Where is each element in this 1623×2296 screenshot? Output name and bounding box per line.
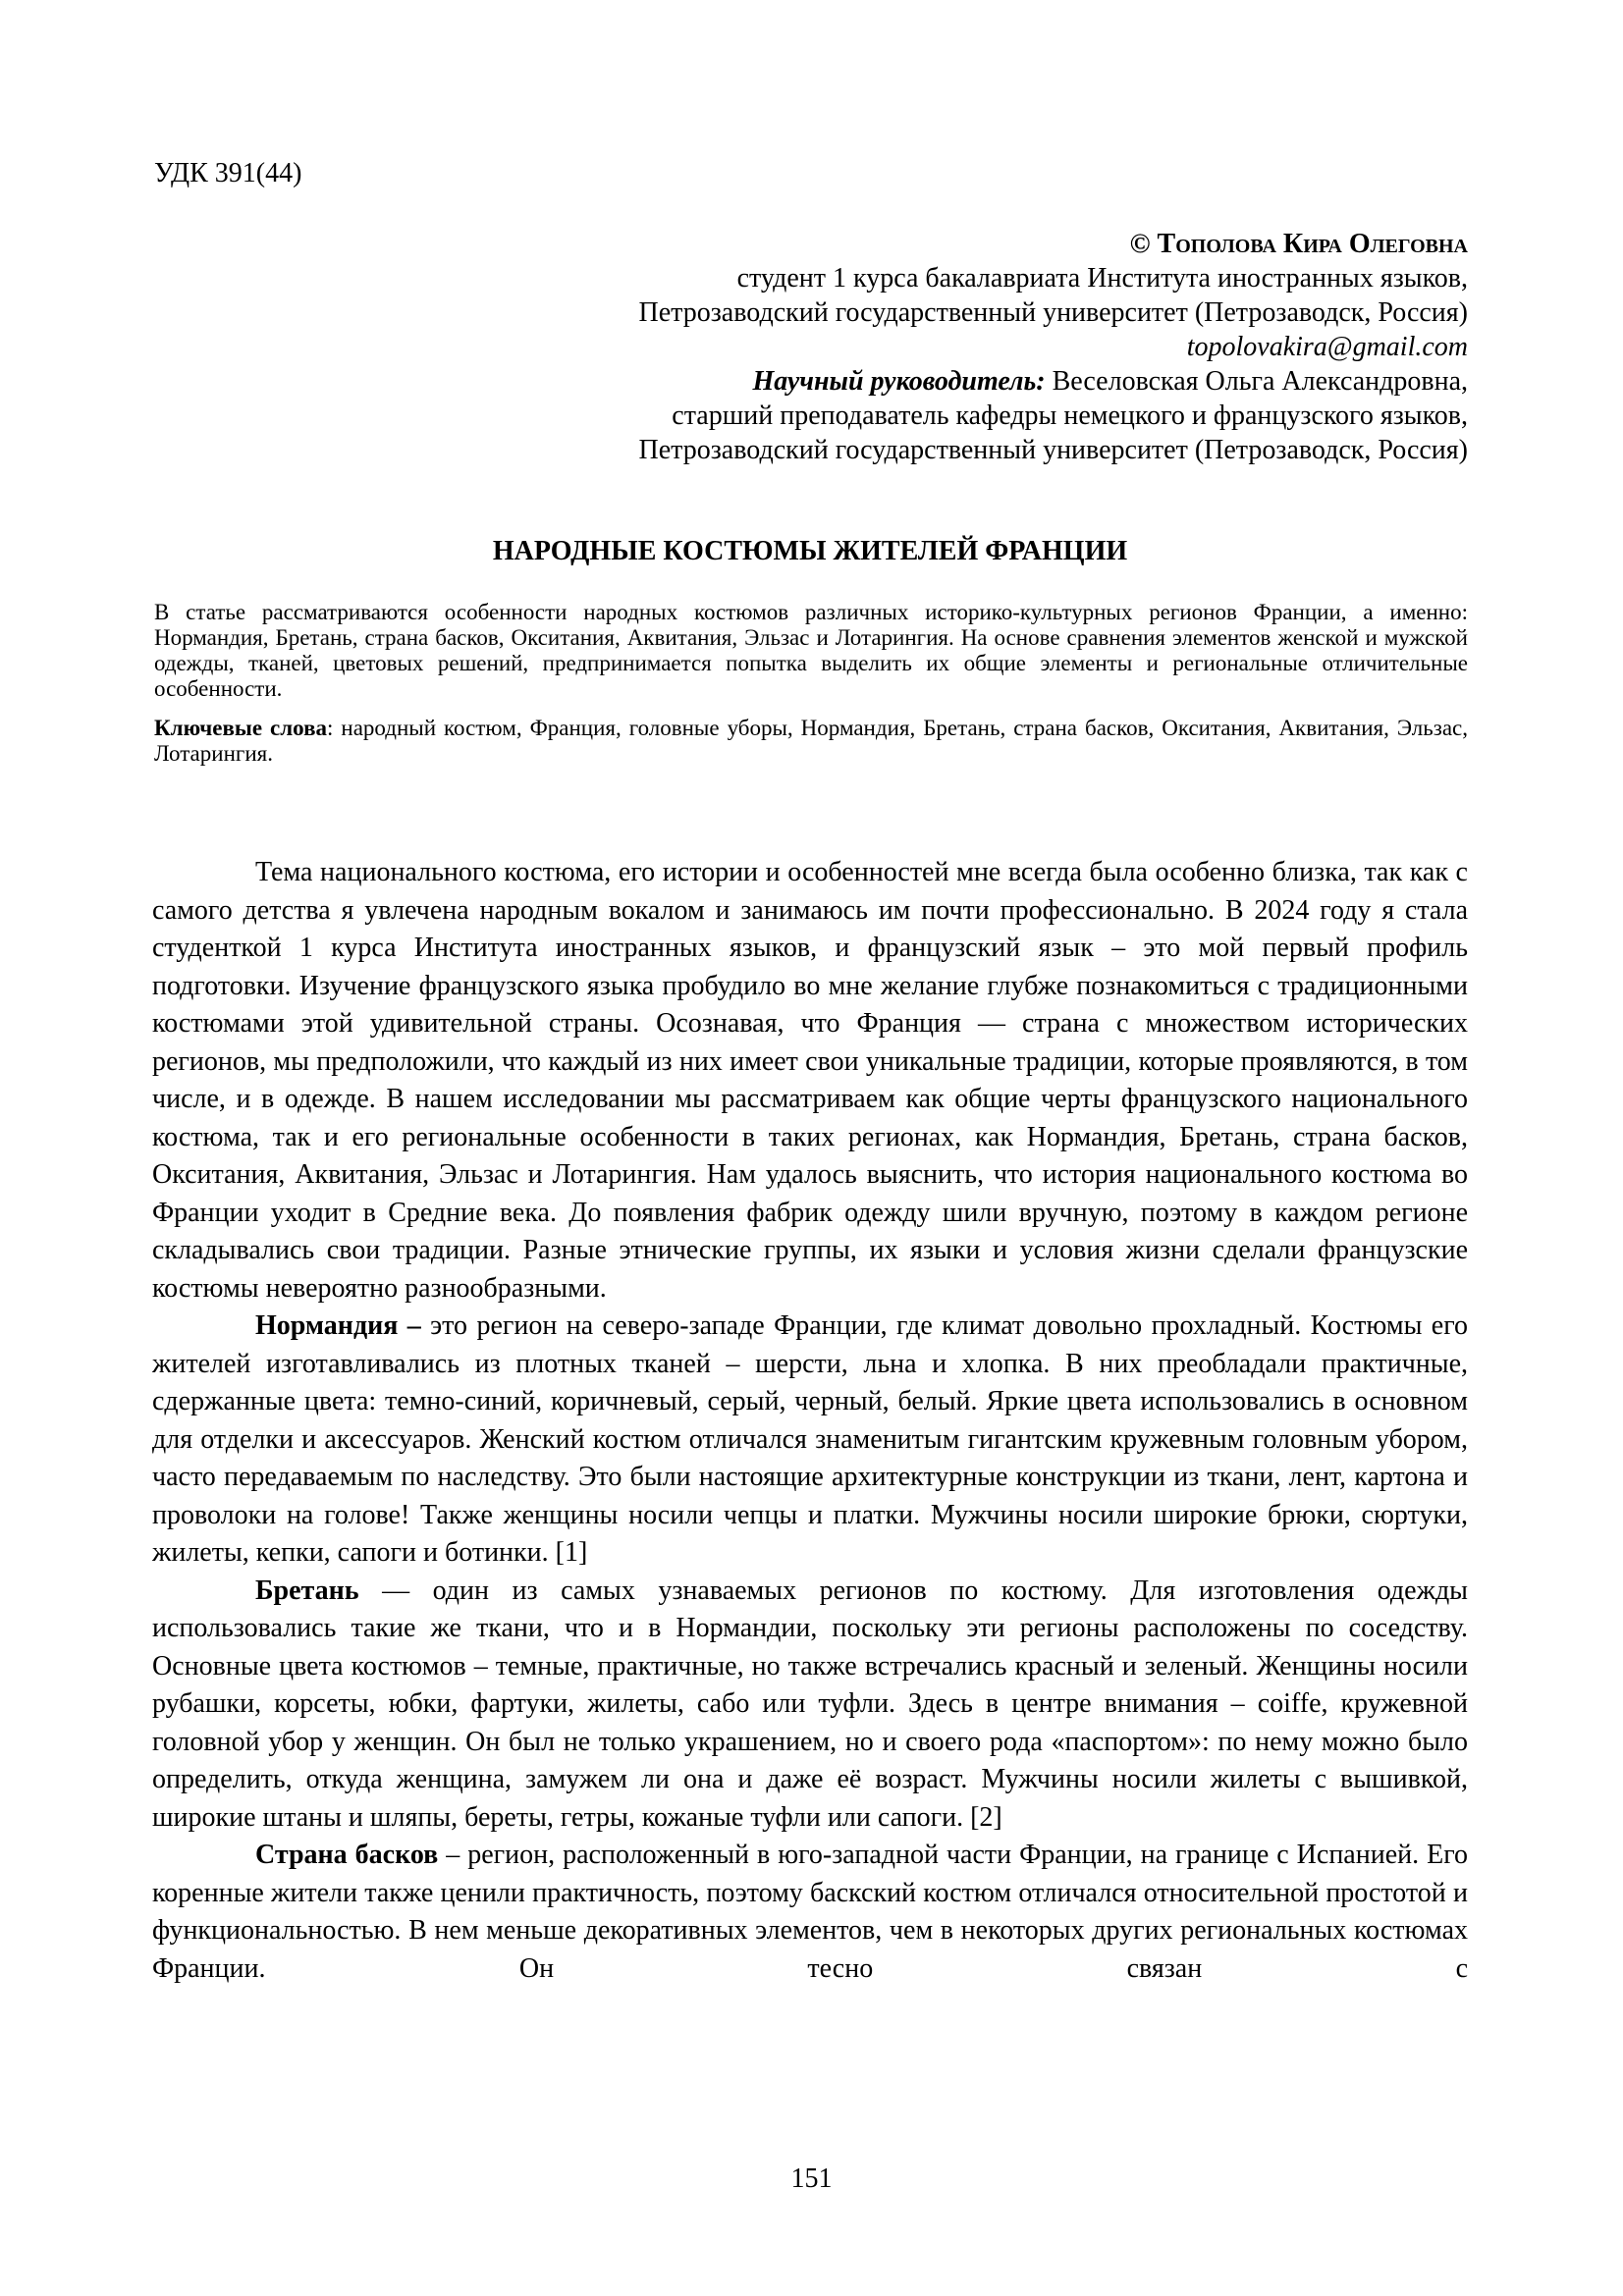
abstract: В статье рассматриваются особенности народных костюмов различных историко-культурных регионов Франции, а именно: Нормандия, Бретань, страна басков, Окситания, Аквитания, Эльзас и Лотарингия. На основе сравнения элементов женской и мужской одежды, тканей, цветовых решений, предпринимается попытка выделить их общие элементы и региональные отличительные особенности.	[154, 600, 1468, 701]
supervisor-label: Научный руководитель:	[752, 366, 1046, 397]
author-name: © Тополова Кира Олеговна	[1129, 229, 1468, 259]
article-title: НАРОДНЫЕ КОСТЮМЫ ЖИТЕЛЕЙ ФРАНЦИИ	[492, 536, 1128, 566]
paragraph-basque-country	[152, 1837, 1468, 1988]
supervisor-position: старший преподаватель кафедры немецкого и французского языков,	[672, 400, 1468, 431]
paragraph-lead: Бретань	[255, 1575, 359, 1606]
author-affiliation: Петрозаводский государственный университет (Петрозаводск, Россия)	[638, 297, 1468, 328]
paragraph-text: — один из самых узнаваемых регионов по костюму. Для изготовления одежды использовались такие же ткани, что и в Нормандии, поскольку эти регионы расположены по соседству. Основные цвета костюмов – темные, практичные, но также встречались красный и зеленый. Женщины носили рубашки, корсеты, юбки, фартуки, жилеты, сабо или туфли. Здесь в центре внимания – coiffe, кружевной головной убор у женщин. Он был не только украшением, но и своего рода «паспортом»: по нему можно было определить, откуда женщина, замужем ли она и даже её возраст. Мужчины носили жилеты с вышивкой, широкие штаны и шляпы, береты, гетры, кожаные туфли или сапоги. [2]	[152, 1575, 1468, 1833]
paragraph-text: это регион на северо-западе Франции, где климат довольно прохладный. Костюмы его жителей изготавливались из плотных тканей – шерсти, льна и хлопка. В них преобладали практичные, сдержанные цвета: темно-синий, коричневый, серый, черный, белый. Яркие цвета использовались в основном для отделки и аксессуаров. Женский костюм отличался знаменитым гигантским кружевным головным убором, часто передаваемым по наследству. Это были настоящие архитектурные конструкции из ткани, лент, картона и проволоки на голове! Также женщины носили чепцы и платки. Мужчины носили широкие брюки, сюртуки, жилеты, кепки, сапоги и ботинки. [1]	[152, 1310, 1469, 1568]
keywords-text: : народный костюм, Франция, головные уборы, Нормандия, Бретань, страна басков, Окситания, Аквитания, Эльзас, Лотарингия.	[154, 716, 1468, 766]
udk-code: УДК 391(44)	[154, 158, 302, 188]
keywords	[154, 716, 1468, 767]
supervisor-name: Веселовская Ольга Александровна,	[1045, 366, 1468, 397]
supervisor-affiliation: Петрозаводский государственный университет (Петрозаводск, Россия)	[638, 435, 1468, 465]
paragraph-lead: Нормандия –	[255, 1310, 421, 1341]
author-position: студент 1 курса бакалавриата Института иностранных языков,	[736, 263, 1468, 294]
paragraph-lead: Страна басков	[255, 1840, 439, 1870]
article-body	[152, 854, 1468, 1988]
paragraph-text: – регион, расположенный в юго-западной части Франции, на границе с Испанией. Его коренные жители также ценили практичность, поэтому баскский костюм отличался относительной простотой и функциональностью. В нем меньше декоративных элементов, чем в некоторых других региональных костюмах Франции. Он тесно связан с	[152, 1840, 1468, 1984]
paragraph-text: Тема национального костюма, его истории и особенностей мне всегда была особенно близка, так как с самого детства я увлечена народным вокалом и занимаюсь им почти профессионально. В 2024 году я стала студенткой 1 курса Института иностранных языков, и французский язык – это мой первый профиль подготовки. Изучение французского языка пробудило во мне желание глубже познакомиться с традиционными костюмами этой удивительной страны. Осознавая, что Франция — страна с множеством исторических регионов, мы предположили, что каждый из них имеет свои уникальные традиции, которые проявляются, в том числе, и в одежде. В нашем исследовании мы рассматриваем как общие черты французского национального костюма, так и его региональные особенности в таких регионах, как Нормандия, Бретань, страна басков, Окситания, Аквитания, Эльзас и Лотарингия. Нам удалось выяснить, что история национального костюма во Франции уходит в Средние века. До появления фабрик одежду шили вручную, поэтому в каждом регионе складывались свои традиции. Разные этнические группы, их языки и условия жизни сделали французские костюмы невероятно разнообразными.	[152, 857, 1468, 1304]
author-block	[290, 227, 1468, 467]
supervisor-line	[290, 364, 1468, 399]
paragraph-intro	[152, 854, 1468, 1308]
keywords-label: Ключевые слова	[154, 716, 328, 740]
paragraph-brittany	[152, 1573, 1468, 1838]
paragraph-normandy	[152, 1308, 1468, 1573]
author-email[interactable]: topolovakira@gmail.com	[1186, 332, 1468, 362]
page-number: 151	[790, 2163, 833, 2194]
